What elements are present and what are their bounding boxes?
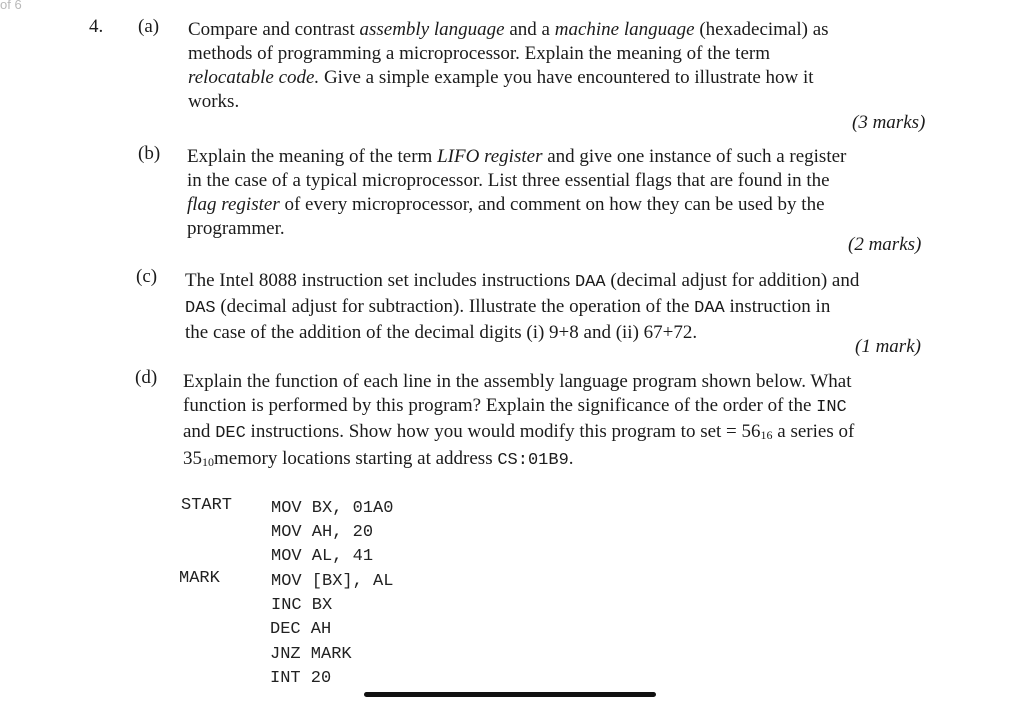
term-lifo-register: LIFO register (437, 146, 543, 167)
code-line: INC BX (271, 596, 333, 615)
text-run: and give one instance of such a register (542, 146, 847, 167)
question-number: 4. (89, 16, 104, 37)
part-d-text (183, 370, 854, 474)
text-run: 35 (183, 448, 202, 469)
term-relocatable-code: relocatable code. (188, 67, 320, 88)
part-c-line-3: the case of the addition of the decimal digits (i) 9+8 and (ii) 67+72. (185, 322, 698, 343)
text-run: (decimal adjust for subtraction). Illustrate the operation of the (215, 296, 695, 317)
text-run: . (568, 448, 574, 469)
part-b-line-3 (187, 193, 846, 217)
code-line: MOV AH, 20 (271, 523, 374, 542)
part-d-line-4 (183, 447, 854, 474)
part-a-line-2: methods of programming a microprocessor. Explain the meaning of the term (188, 43, 770, 64)
text-run: of every microprocessor, and comment on how they can be used by the (279, 194, 825, 215)
text-run: Give a simple example you have encountered to illustrate how it (319, 67, 814, 88)
text-run: and a (504, 19, 555, 40)
instruction-daa: DAA (694, 299, 725, 318)
address-cs-01b9: CS:01B9 (497, 451, 569, 470)
part-a-text (188, 18, 829, 114)
part-c-text (185, 269, 859, 345)
part-d-line-2 (183, 394, 854, 420)
part-c-line-2 (185, 295, 859, 321)
term-assembly-language: assembly language (359, 19, 505, 40)
text-run: function is performed by this program? Explain the significance of the order of the (183, 395, 817, 416)
part-a-label: (a) (138, 16, 160, 37)
text-run: a series of (772, 421, 855, 442)
instruction-das: DAS (185, 299, 216, 318)
part-a-line-3 (188, 66, 829, 90)
code-line: MOV AL, 41 (271, 547, 374, 566)
part-b-line-1 (187, 145, 846, 169)
text-run: Explain the meaning of the term (187, 146, 438, 167)
code-line: DEC AH (270, 620, 332, 639)
text-run: Compare and contrast (188, 19, 360, 40)
instruction-dec: DEC (215, 424, 246, 443)
text-run: memory locations starting at address (214, 448, 498, 469)
code-line: MOV [BX], AL (271, 572, 394, 591)
part-d-label: (d) (135, 367, 158, 388)
part-b-label: (b) (138, 143, 161, 164)
part-c-marks: (1 mark) (855, 336, 921, 357)
code-line: MOV BX, 01A0 (271, 499, 394, 518)
text-run: and (183, 421, 216, 442)
page-indicator: of 6 (0, 0, 22, 12)
base-subscript: 10 (202, 455, 214, 469)
text-run: (hexadecimal) as (694, 19, 829, 40)
home-indicator-bar[interactable] (364, 692, 656, 697)
label-start: START (181, 496, 233, 515)
text-run: instructions. Show how you would modify this program to set = 56 (245, 421, 761, 442)
text-run: instruction in (724, 296, 831, 317)
label-mark: MARK (179, 569, 220, 588)
instruction-inc: INC (816, 398, 847, 417)
part-c-label: (c) (136, 266, 158, 287)
instruction-daa: DAA (574, 273, 606, 292)
text-run: (decimal adjust for addition) and (605, 270, 860, 291)
part-a-marks: (3 marks) (852, 112, 926, 133)
term-machine-language: machine language (554, 19, 695, 40)
part-b-line-2: in the case of a typical microprocessor. List three essential flags that are found in the (187, 170, 830, 191)
code-line: JNZ MARK (270, 645, 352, 664)
part-b-marks: (2 marks) (848, 234, 922, 255)
base-subscript: 16 (760, 428, 773, 442)
part-d-line-1: Explain the function of each line in the assembly language program shown below. What (183, 371, 852, 392)
part-a-line-1 (188, 18, 829, 42)
code-line: INT 20 (270, 669, 332, 688)
part-a-line-4: works. (188, 91, 240, 112)
part-d-line-3 (183, 420, 854, 447)
term-flag-register: flag register (187, 194, 280, 215)
text-run: The Intel 8088 instruction set includes instructions (185, 270, 575, 291)
part-b-text (187, 145, 846, 241)
part-c-line-1 (185, 269, 859, 295)
part-b-line-4: programmer. (187, 218, 285, 239)
